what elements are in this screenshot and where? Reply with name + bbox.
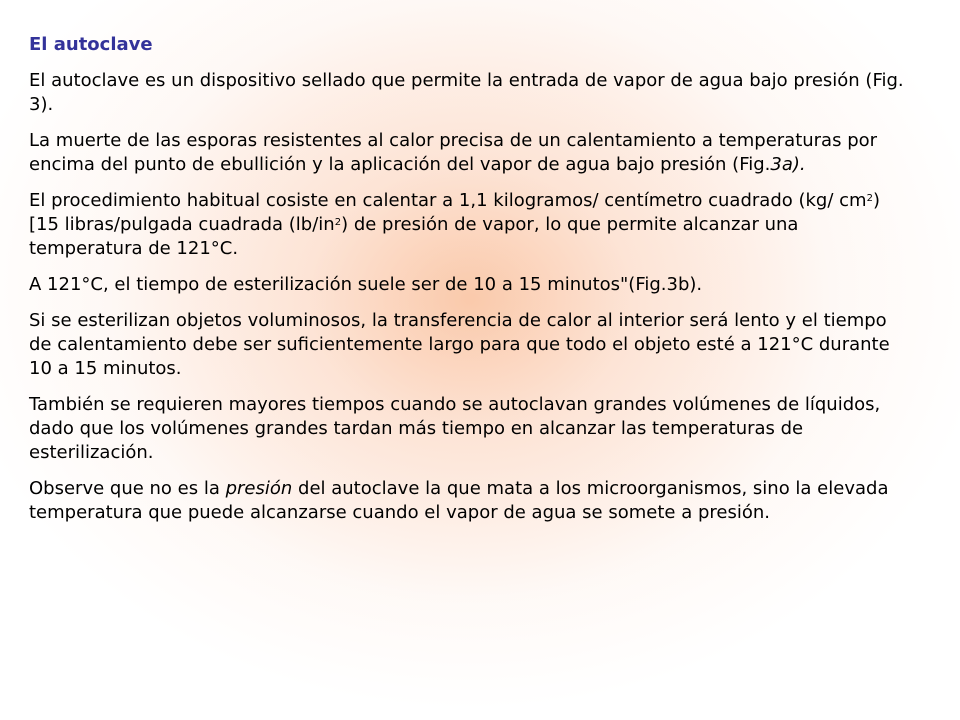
- pressure-note-text-a: Observe que no es la: [29, 478, 226, 499]
- slide-title: El autoclave: [29, 34, 153, 55]
- paragraph-sterilization-time: A 121°C, el tiempo de esterilización suele ser de 10 a 15 minutos"(Fig.3b).: [29, 274, 703, 295]
- paragraph-definition: El autoclave es un dispositivo sellado que permite la entrada de vapor de agua bajo presión (Fig. 3).: [29, 70, 904, 115]
- pressure-note-italic: presión: [225, 478, 293, 499]
- procedure-text-b: ) [15 libras/pulgada cuadrada (lb/in: [29, 190, 880, 235]
- paragraph-spores-figref: 3a).: [770, 154, 806, 175]
- paragraph-spores-text: La muerte de las esporas resistentes al calor precisa de un calentamiento a temperaturas por encima del punto de ebullición y la aplicación del vapor de agua bajo presión (Fig.: [29, 130, 878, 175]
- procedure-text-c: ) de presión de vapor, lo que permite alcanzar una temperatura de 121°C.: [29, 214, 799, 259]
- procedure-superscript-1: 2: [866, 193, 873, 204]
- slide-content: [29, 33, 909, 537]
- pressure-note-text-b: del autoclave la que mata a los microorganismos, sino la elevada temperatura que puede alcanzarse cuando el vapor de agua se somete a presión.: [29, 478, 889, 523]
- paragraph-bulky-objects: Si se esterilizan objetos voluminosos, la transferencia de calor al interior será lento y el tiempo de calentamiento debe ser suficientemente largo para que todo el objeto esté a 121°C durante 10 a 15 minutos.: [29, 310, 890, 379]
- paragraph-pressure-note: [29, 477, 909, 525]
- procedure-superscript-2: 2: [334, 217, 342, 228]
- paragraph-spores: [29, 129, 909, 177]
- procedure-text-a: El procedimiento habitual cosiste en calentar a 1,1 kilogramos/ centímetro cuadrado (kg/ cm: [29, 190, 867, 211]
- paragraph-liquids: También se requieren mayores tiempos cuando se autoclavan grandes volúmenes de líquidos, dado que los volúmenes grandes tardan más tiempo en alcanzar las temperaturas de esterilización.: [29, 394, 881, 463]
- paragraph-procedure: [29, 189, 909, 261]
